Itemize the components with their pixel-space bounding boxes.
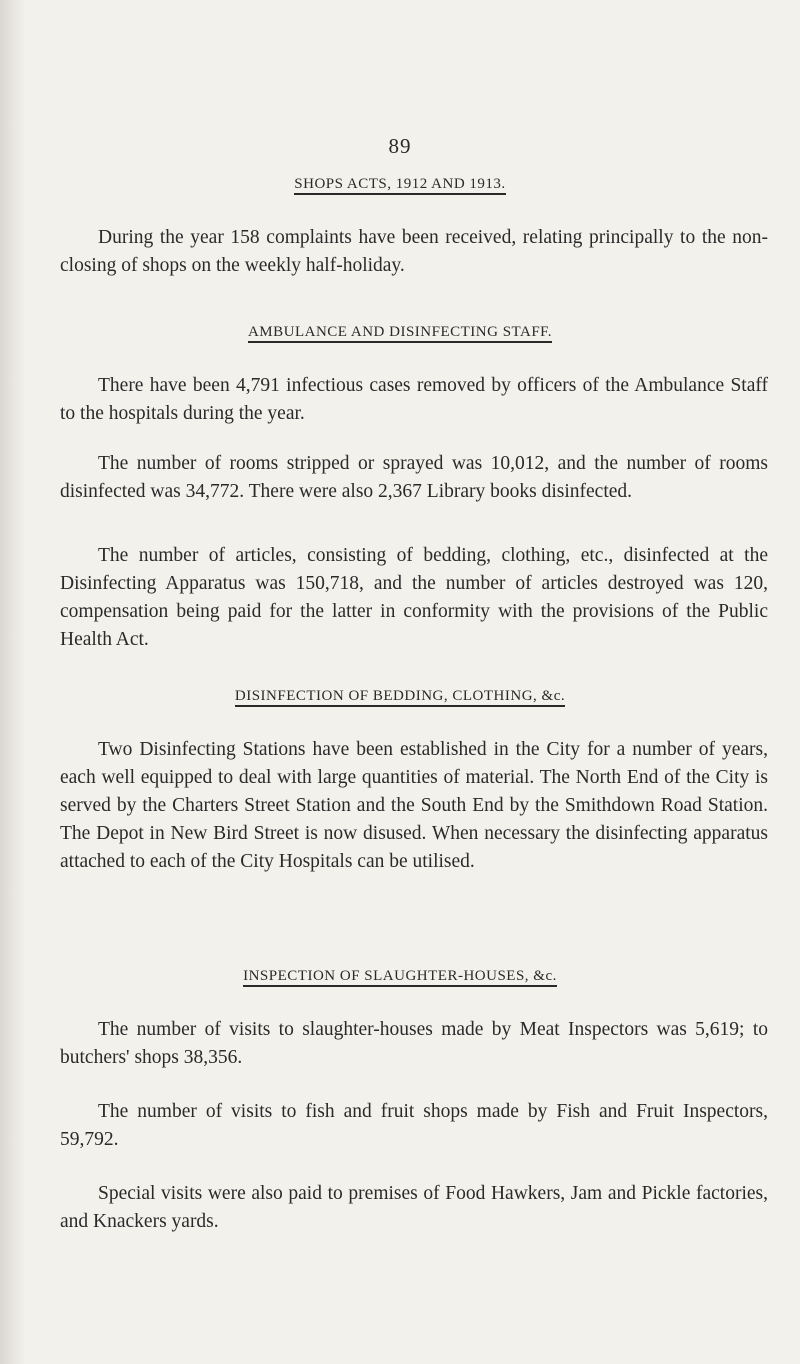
section-heading-text: SHOPS ACTS, 1912 AND 1913. (294, 176, 505, 195)
paragraph-fish-fruit-visits: The number of visits to fish and fruit shops made by Fish and Fruit Inspectors, 59,792. (60, 1101, 768, 1150)
paragraph-special-visits: Special visits were also paid to premises of Food Hawkers, Jam and Pickle factories, and Knackers yards. (60, 1183, 768, 1232)
paragraph-rooms-disinfected: The number of rooms stripped or sprayed was 10,012, and the number of rooms disinfected was 34,772. There were also 2,367 Library books disinfected. (60, 453, 768, 502)
section-heading-shops-acts (0, 176, 800, 193)
section-heading-ambulance (0, 324, 800, 341)
section-heading-slaughter-houses (0, 968, 800, 985)
paragraph-articles-disinfected: The number of articles, consisting of bedding, clothing, etc., disinfected at the Disinfecting Apparatus was 150,718, and the number of articles destroyed was 120, compensation being paid for the latter in conformity with the provisions of the Public Health Act. (60, 545, 768, 650)
section-heading-disinfection-bedding (0, 688, 800, 705)
page-number: 89 (388, 134, 412, 158)
paragraph-shops-complaints: During the year 158 complaints have been received, relating principally to the non-closing of shops on the weekly half-holiday. (60, 227, 768, 276)
section-heading-text: DISINFECTION OF BEDDING, CLOTHING, &c. (235, 688, 565, 707)
page-edge-shadow (0, 0, 26, 1364)
paragraph-disinfecting-stations: Two Disinfecting Stations have been established in the City for a number of years, each well equipped to deal with large quantities of material. The North End of the City is served by the Charters Street Station and the South End by the Smithdown Road Station. The Depot in New Bird Street is now disused. When necessary the disinfecting apparatus attached to each of the City Hospitals can be utilised. (60, 739, 768, 872)
paragraph-slaughter-visits: The number of visits to slaughter-houses made by Meat Inspectors was 5,619; to butchers' shops 38,356. (60, 1019, 768, 1068)
paragraph-infectious-cases: There have been 4,791 infectious cases removed by officers of the Ambulance Staff to the hospitals during the year. (60, 375, 768, 424)
section-heading-text: INSPECTION OF SLAUGHTER-HOUSES, &c. (243, 968, 557, 987)
section-heading-text: AMBULANCE AND DISINFECTING STAFF. (248, 324, 552, 343)
